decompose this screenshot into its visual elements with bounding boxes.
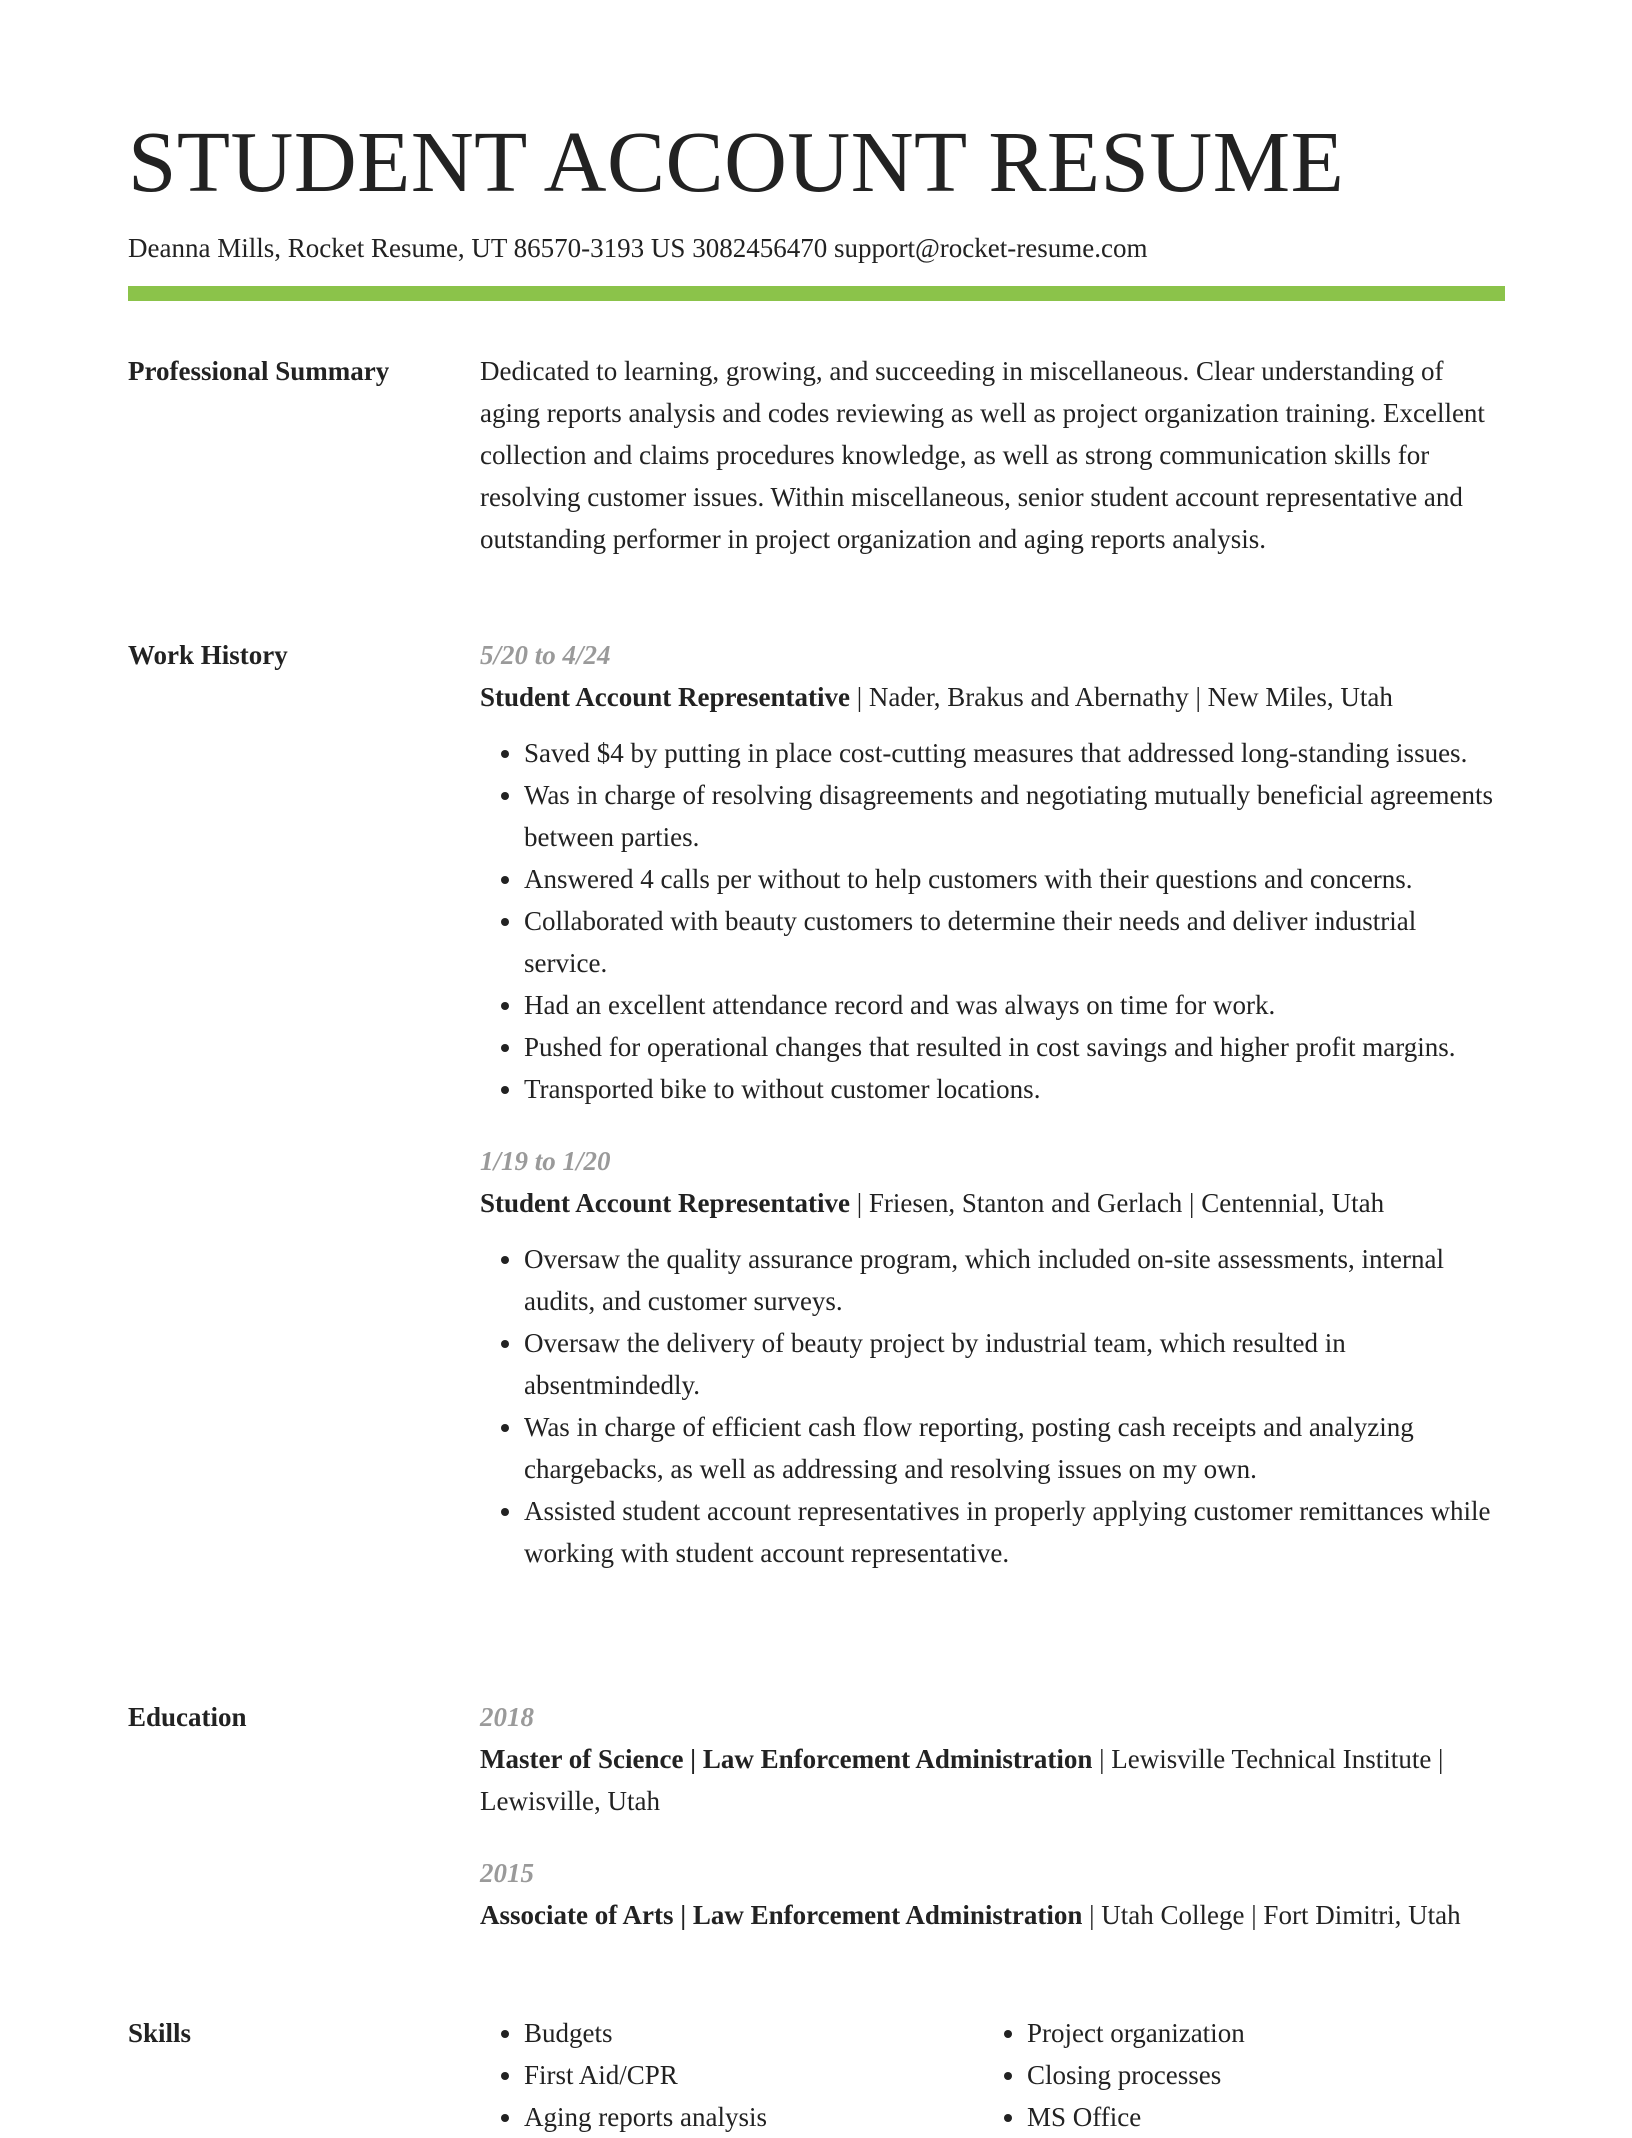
entry-spacer [480, 1822, 1505, 1852]
education-year: 2018 [480, 1702, 534, 1732]
contact-line: Deanna Mills, Rocket Resume, UT 86570-3193 US 3082456470 support@rocket-resume.com [128, 233, 1148, 263]
resume-title: STUDENT ACCOUNT RESUME [128, 113, 1345, 210]
bullet-item: • Assisted student account representatives in properly applying customer remittances while working with student account representative. [524, 1490, 1505, 1574]
bullet-item: • Transported bike to without customer locations. [524, 1068, 1505, 1110]
bullet-item: • Collaborated with beauty customers to determine their needs and deliver industrial service. [524, 900, 1505, 984]
job-dates: 1/19 to 1/20 [480, 1146, 611, 1176]
degree-title: Master of Science | Law Enforcement Administration [480, 1744, 1093, 1774]
job-bullets [480, 1238, 1505, 1574]
education-heading [480, 1894, 1505, 1936]
skills-list-left [480, 2012, 980, 2138]
skill-item: • MS Office [1027, 2096, 1483, 2138]
summary-text: Dedicated to learning, growing, and succeeding in miscellaneous. Clear understanding of aging reports analysis and codes reviewing as well as project organization training. Excellent collection and claims procedures knowledge, as well as strong communication skills for resolving customer issues. Within miscellaneous, senior student account representative and outstanding performer in project organization and aging reports analysis. [480, 356, 1485, 554]
degree-title: Associate of Arts | Law Enforcement Administration [480, 1900, 1083, 1930]
job-heading [480, 1182, 1505, 1224]
work-history-body [480, 634, 1505, 1574]
education-details: | Utah College | Fort Dimitri, Utah [1082, 1900, 1461, 1930]
skill-item: • Aging reports analysis [524, 2096, 980, 2138]
job-details: | Nader, Brakus and Abernathy | New Miles, Utah [849, 682, 1393, 712]
bullet-item: • Saved $4 by putting in place cost-cutting measures that addressed long-standing issues. [524, 732, 1505, 774]
education-body [480, 1696, 1505, 1936]
section-label-skills: Skills [128, 2018, 192, 2048]
skills-list-right [983, 2012, 1483, 2138]
bullet-item: • Was in charge of resolving disagreements and negotiating mutually beneficial agreements between parties. [524, 774, 1505, 858]
bullet-item: • Pushed for operational changes that resulted in cost savings and higher profit margins. [524, 1026, 1505, 1068]
skills-column-left [480, 2012, 980, 2138]
skill-item: • Budgets [524, 2012, 980, 2054]
bullet-item: • Had an excellent attendance record and was always on time for work. [524, 984, 1505, 1026]
job-dates: 5/20 to 4/24 [480, 640, 611, 670]
job-details: | Friesen, Stanton and Gerlach | Centennial, Utah [849, 1188, 1385, 1218]
job-entry [480, 634, 1505, 1110]
bullet-item: • Oversaw the delivery of beauty project by industrial team, which resulted in absentmindedly. [524, 1322, 1505, 1406]
skill-item: • First Aid/CPR [524, 2054, 980, 2096]
job-heading [480, 676, 1505, 718]
skill-item: • Closing processes [1027, 2054, 1483, 2096]
education-entry [480, 1696, 1505, 1822]
skills-column-right [983, 2012, 1483, 2138]
job-title: Student Account Representative [480, 1188, 850, 1218]
bullet-item: • Oversaw the quality assurance program, which included on-site assessments, internal audits, and customer surveys. [524, 1238, 1505, 1322]
skill-item: • Project organization [1027, 2012, 1483, 2054]
job-title: Student Account Representative [480, 682, 850, 712]
section-label-education: Education [128, 1702, 247, 1732]
entry-spacer [480, 1110, 1505, 1140]
accent-divider [128, 286, 1505, 301]
summary-body [480, 350, 1505, 560]
education-year: 2015 [480, 1858, 534, 1888]
education-details: | Lewisville Technical Institute | Lewisville, Utah [480, 1744, 1444, 1816]
bullet-item: • Answered 4 calls per without to help customers with their questions and concerns. [524, 858, 1505, 900]
job-bullets [480, 732, 1505, 1110]
section-label-summary: Professional Summary [128, 356, 390, 386]
section-label-work-history: Work History [128, 640, 288, 670]
education-entry [480, 1852, 1505, 1936]
education-heading [480, 1738, 1505, 1822]
job-entry [480, 1140, 1505, 1574]
bullet-item: • Was in charge of efficient cash flow reporting, posting cash receipts and analyzing chargebacks, as well as addressing and resolving issues on my own. [524, 1406, 1505, 1490]
